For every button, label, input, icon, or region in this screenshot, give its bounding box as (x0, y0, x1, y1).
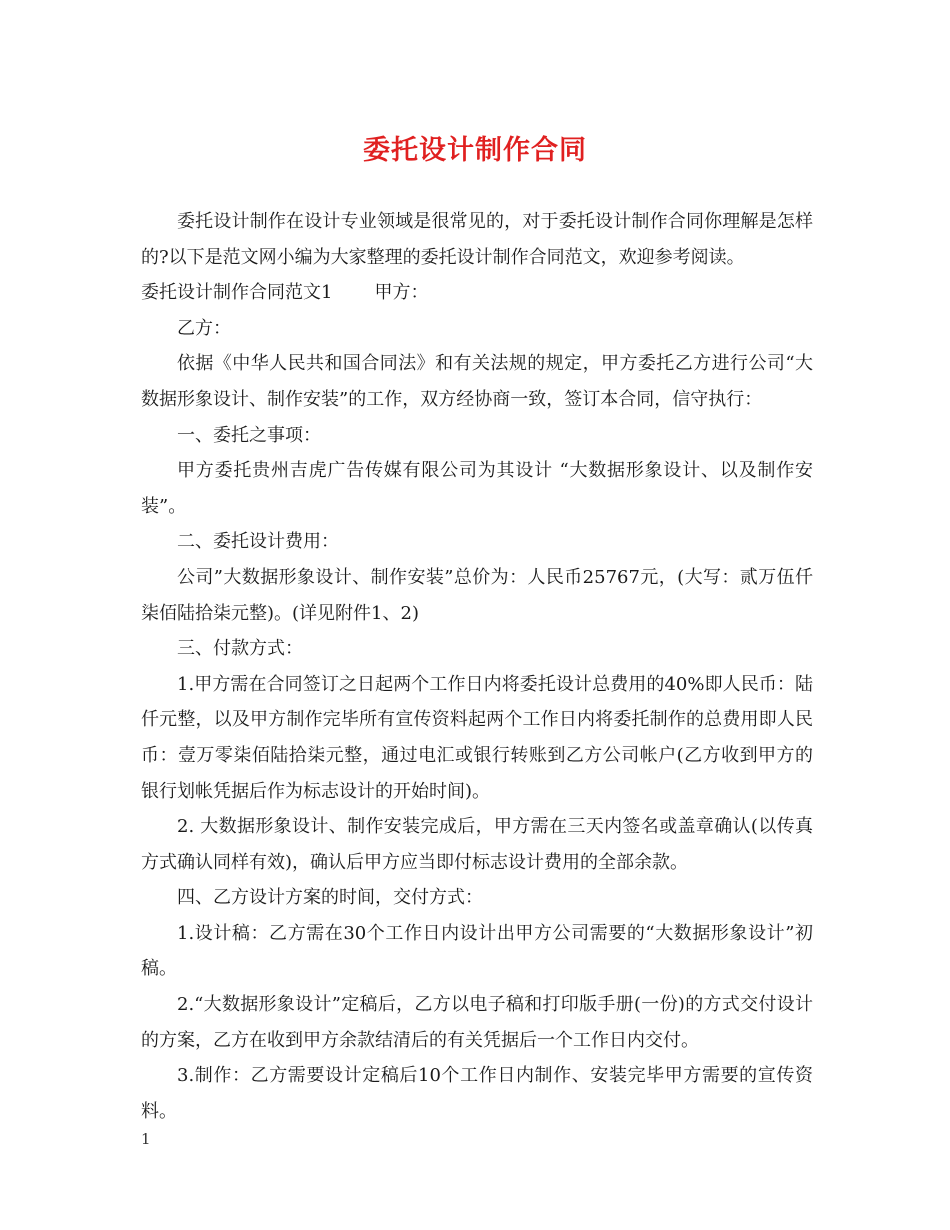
section1-heading: 一、委托之事项： (177, 424, 321, 446)
sample-label: 委托设计制作合同范文1 (141, 282, 333, 304)
intro-paragraph: 委托设计制作在设计专业领域是很常见的，对于委托设计制作合同你理解是怎样的?以下是范文网小编为大家整理的委托设计制作合同范文，欢迎参考阅读。 (141, 211, 813, 268)
basis-paragraph: 依据《中华人民共和国合同法》和有关法规的规定，甲方委托乙方进行公司“大数据形象设计、制作安装”的工作，双方经协商一致，签订本合同，信守执行： (141, 353, 813, 410)
section2-heading: 二、委托设计费用： (177, 531, 339, 553)
section3-heading: 三、付款方式： (177, 638, 303, 660)
party-b-label: 乙方： (177, 317, 231, 339)
section3-item-1: 1.甲方需在合同签订之日起两个工作日内将委托设计总费用的40%即人民币：陆仟元整，以及甲方制作完毕所有宣传资料起两个工作日内将委托制作的总费用即人民币：壹万零柒佰陆拾柒元整，通过电汇或银行转账到乙方公司帐户(乙方收到甲方的银行划帐凭据后作为标志设计的开始时间)。 (141, 673, 813, 802)
document-body (141, 204, 813, 1129)
page-number: 1 (141, 1130, 151, 1148)
section3-item-2: 2. 大数据形象设计、制作安装完成后，甲方需在三天内签名或盖章确认(以传真方式确认同样有效)，确认后甲方应当即付标志设计费用的全部余款。 (141, 816, 813, 873)
section4-item-1: 1.设计稿：乙方需在30个工作日内设计出甲方公司需要的“大数据形象设计”初稿。 (141, 922, 813, 980)
section4-heading: 四、乙方设计方案的时间，交付方式： (177, 887, 483, 909)
section4-item-2: 2.“大数据形象设计”定稿后，乙方以电子稿和打印版手册(一份)的方式交付设计的方案，乙方在收到甲方余款结清后的有关凭据后一个工作日内交付。 (141, 994, 813, 1051)
section2-body: 公司”大数据形象设计、制作安装”总价为：人民币25767元，(大写：贰万伍仟柒佰陆拾柒元整)。(详见附件1、2) (141, 566, 813, 624)
party-a-label: 甲方： (374, 282, 429, 304)
document-title: 委托设计制作合同 (363, 135, 587, 166)
section4-item-3: 3.制作：乙方需要设计定稿后10个工作日内制作、安装完毕甲方需要的宣传资料。 (141, 1065, 813, 1122)
sample-label-line (141, 275, 813, 311)
section1-body: 甲方委托贵州吉虎广告传媒有限公司为其设计 “大数据形象设计、以及制作安装”。 (141, 460, 813, 517)
